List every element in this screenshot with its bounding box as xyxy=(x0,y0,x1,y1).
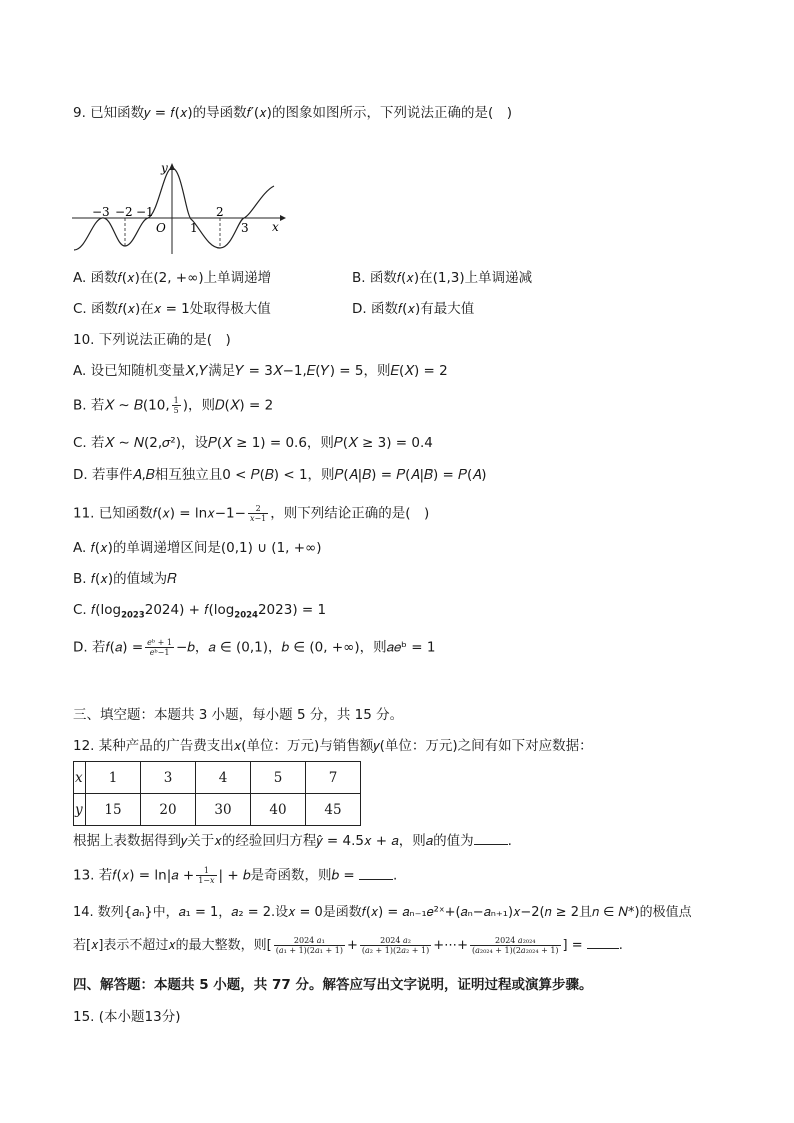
q11-option-c-mid: 2024) + 𝑓(log xyxy=(144,602,235,618)
table-cell: 3 xyxy=(141,762,196,794)
frac-denominator: (𝑎₁ + 1)(2𝑎₁ + 1) xyxy=(275,946,343,955)
q11-option-d-fraction xyxy=(145,638,174,657)
q11-option-c xyxy=(73,601,326,625)
frac-numerator: 1 xyxy=(196,866,216,876)
table-cell: 4 xyxy=(196,762,251,794)
q14-line-2-post: ] = xyxy=(562,938,583,953)
answer-blank[interactable] xyxy=(359,867,393,880)
table-header-y: y xyxy=(74,794,86,826)
q11-stem xyxy=(73,504,429,523)
q14-line-2: 若[𝑥]表示不超过𝑥的最大整数，则[ $\frac{\text{2024 𝑎₁}}{\text{(𝑎₁ + 1)(2𝑎₁ + 1)}}$ + $\frac{\text{2024 𝑎₂}}{\text{(𝑎₂ + 1)(2𝑎₂ + 1)}}$ +⋯+ $\frac{\text{2024 𝑎₂₀₂₄}}{\text{(𝑎₂₀₂₄ + 1)(2𝑎₂₀₂₄ + 1)}}$ ] = . xyxy=(73,936,623,955)
frac-denominator: (𝑎₂₀₂₄ + 1)(2𝑎₂₀₂₄ + 1) xyxy=(472,946,559,955)
q11-option-a: A. 𝑓(𝑥)的单调递增区间是(0,1) ∪ (1, +∞) xyxy=(73,540,322,556)
q12-after xyxy=(73,832,512,850)
q15-heading: 15. (本小题13分) xyxy=(73,1009,181,1025)
table-header-x: x xyxy=(74,762,86,794)
q13-end: . xyxy=(392,867,398,884)
q11-stem-post: ，则下列结论正确的是( ) xyxy=(270,505,430,522)
q14-fraction-3 xyxy=(470,936,561,955)
q10-option-b-fraction xyxy=(172,396,181,415)
q10-stem: 10. 下列说法正确的是( ) xyxy=(73,332,231,348)
tick-label-p2: 2 xyxy=(216,205,224,219)
q9-option-d: D. 函数𝑓(𝑥)有最大值 xyxy=(352,301,475,317)
q11-option-b: B. 𝑓(𝑥)的值域为𝑅 xyxy=(73,571,177,587)
frac-denominator: 𝑒ᵇ−1 xyxy=(149,648,170,657)
q10-option-b-pre: B. 若𝑋 ∼ 𝐵(10, xyxy=(73,397,170,414)
frac-numerator: 2024 𝑎₂₀₂₄ xyxy=(470,936,561,946)
tick-label-m2: −2 xyxy=(115,205,133,219)
table-cell: 45 xyxy=(306,794,361,826)
q14-line-1: 14. 数列{𝑎ₙ}中，𝑎₁ = 1，𝑎₂ = 2.设𝑥 = 0是函数𝑓(𝑥) = 𝑎ₙ₋₁𝑒²ˣ+(𝑎ₙ−𝑎ₙ₊₁)𝑥−2(𝑛 ≥ 2且𝑛 ∈ 𝑁*)的极值点 xyxy=(73,905,692,920)
q13-stem xyxy=(73,866,397,885)
q14-fraction-1 xyxy=(274,936,345,955)
frac-numerator: 2024 𝑎₂ xyxy=(360,936,431,946)
x-axis-label: x xyxy=(272,220,279,234)
q11-stem-pre: 11. 已知函数𝑓(𝑥) = ln𝑥−1− xyxy=(73,505,246,522)
frac-numerator: 2 xyxy=(248,504,268,514)
table-cell: 40 xyxy=(251,794,306,826)
table-cell: 20 xyxy=(141,794,196,826)
answer-blank[interactable] xyxy=(587,936,619,949)
answer-blank[interactable] xyxy=(474,832,508,845)
q11-option-c-pre: C. 𝑓(log xyxy=(73,602,122,618)
table-cell: 30 xyxy=(196,794,251,826)
table-cell: 1 xyxy=(86,762,141,794)
q13-stem-post: | + 𝑏是奇函数，则𝑏 = xyxy=(218,867,355,884)
q12-after-text: 根据上表数据得到𝑦关于𝑥的经验回归方程𝑦̂ = 4.5𝑥 + 𝑎，则𝑎的值为 xyxy=(73,833,474,849)
log-base-1: 2023 xyxy=(121,610,145,621)
data-table xyxy=(73,761,361,826)
q10-option-c: C. 若𝑋 ∼ 𝑁(2,𝜎²)，设𝑃(𝑋 ≥ 1) = 0.6，则𝑃(𝑋 ≥ 3) = 0.4 xyxy=(73,435,433,451)
q10-option-a: A. 设已知随机变量𝑋,𝑌满足𝑌 = 3𝑋−1,𝐸(𝑌) = 5，则𝐸(𝑋) = 2 xyxy=(73,363,448,379)
tick-label-m1: −1 xyxy=(136,205,154,219)
q11-stem-fraction xyxy=(248,504,268,523)
q10-option-b xyxy=(73,396,273,415)
section-4-heading: 四、解答题：本题共 5 小题，共 77 分。解答应写出文字说明，证明过程或演算步骤。 xyxy=(73,977,593,993)
table-cell: 7 xyxy=(306,762,361,794)
frac-denominator: 1−𝑥 xyxy=(198,876,215,885)
y-axis-label: y xyxy=(161,161,168,175)
derivative-graph xyxy=(68,158,288,256)
tick-label-p3: 3 xyxy=(241,221,249,235)
q11-option-c-post: 2023) = 1 xyxy=(257,602,327,618)
q11-option-d-pre: D. 若𝑓(𝑎) = xyxy=(73,639,144,656)
q14-fraction-2 xyxy=(360,936,431,955)
q12-stem: 12. 某种产品的广告费支出𝑥(单位：万元)与销售额𝑦(单位：万元)之间有如下对应数据： xyxy=(73,738,593,754)
q11-option-d xyxy=(73,638,435,657)
q13-stem-pre: 13. 若𝑓(𝑥) = ln|𝑎 + xyxy=(73,867,195,884)
q13-fraction xyxy=(196,866,216,885)
frac-denominator: (𝑎₂ + 1)(2𝑎₂ + 1) xyxy=(361,946,430,955)
table-cell: 15 xyxy=(86,794,141,826)
frac-numerator: 1 xyxy=(173,396,179,405)
q12-after-end: . xyxy=(507,833,512,849)
frac-denominator: 𝑥−1 xyxy=(249,514,267,523)
q14-dots: +⋯+ xyxy=(433,938,468,953)
table-row-x xyxy=(74,762,361,794)
q11-option-d-post: −𝑏，𝑎 ∈ (0,1)，𝑏 ∈ (0, +∞)，则𝑎𝑒ᵇ = 1 xyxy=(175,639,436,656)
q10-option-d: D. 若事件𝐴,𝐵相互独立且0 < 𝑃(𝐵) < 1，则𝑃(𝐴|𝐵) = 𝑃(𝐴|𝐵̄) = 𝑃(𝐴) xyxy=(73,467,487,483)
frac-denominator: 5 xyxy=(173,406,179,415)
tick-label-m3: −3 xyxy=(92,205,110,219)
frac-numerator: 𝑒ᵇ + 1 xyxy=(147,638,172,647)
q9-option-c: C. 函数𝑓(𝑥)在𝑥 = 1处取得极大值 xyxy=(73,301,271,317)
q14-end: . xyxy=(618,938,623,953)
frac-numerator: 2024 𝑎₁ xyxy=(274,936,345,946)
q9-option-b: B. 函数𝑓(𝑥)在(1,3)上单调递减 xyxy=(352,270,533,286)
q9-stem: 9. 已知函数𝑦 = 𝑓(𝑥)的导函数𝑓′(𝑥)的图象如图所示，下列说法正确的是( ) xyxy=(73,105,512,121)
table-row-y xyxy=(74,794,361,826)
section-3-heading: 三、填空题：本题共 3 小题，每小题 5 分，共 15 分。 xyxy=(73,707,404,723)
table-cell: 5 xyxy=(251,762,306,794)
q10-option-b-post: )，则𝐷(𝑋) = 2 xyxy=(182,397,274,414)
q14-line-2-pre: 若[𝑥]表示不超过𝑥的最大整数，则[ xyxy=(73,938,272,953)
log-base-2: 2024 xyxy=(234,610,258,621)
q9-option-a: A. 函数𝑓(𝑥)在(2, +∞)上单调递增 xyxy=(73,270,272,286)
tick-label-p1: 1 xyxy=(190,221,198,235)
origin-label: O xyxy=(156,221,166,235)
